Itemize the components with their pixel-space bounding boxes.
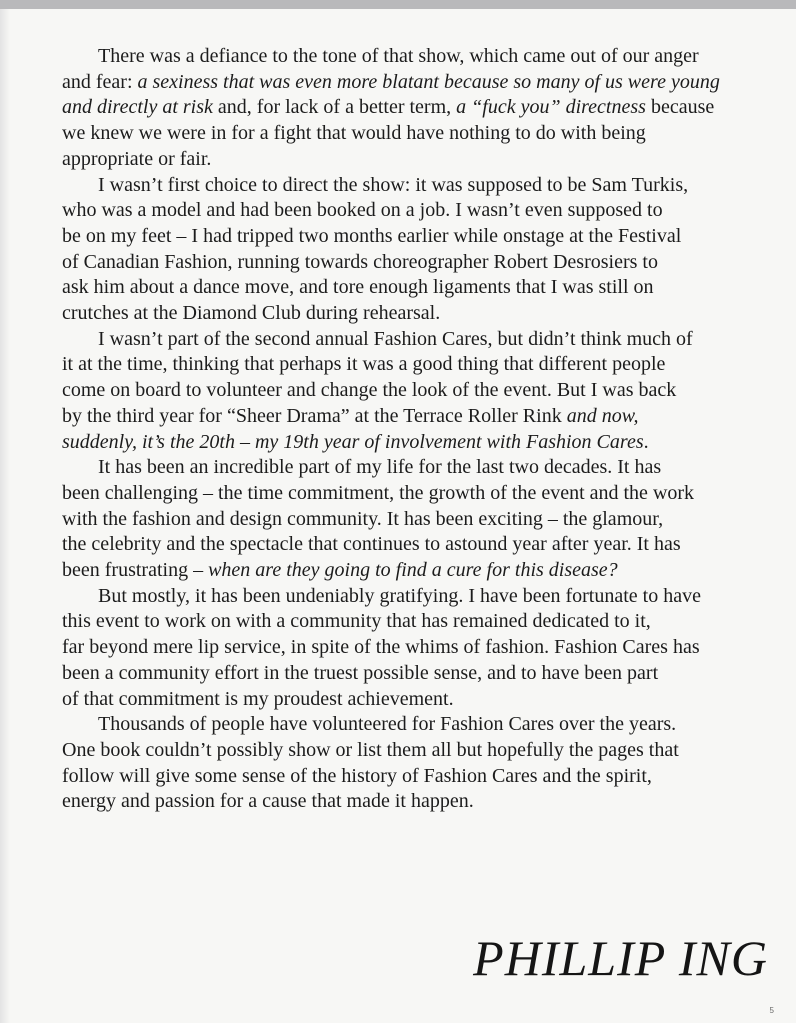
text-run: crutches at the Diamond Club during rehearsal. [62,302,441,325]
text-line [62,301,762,327]
text-line [62,764,762,790]
text-run: because [645,96,715,119]
text-run: I wasn’t part of the second annual Fashion Cares, but didn’t think much of [98,327,693,350]
text-run: it at the time, thinking that perhaps it was a good thing that different people [62,353,666,376]
text-run: There was a defiance to the tone of that show, which came out of our anger [98,45,699,67]
text-run: energy and passion for a cause that made it happen. [62,790,474,813]
text-line [62,378,762,404]
text-line [62,481,762,507]
text-line [62,275,762,301]
text-line [62,173,762,199]
text-run: and, for lack of a better term, [212,96,457,119]
text-run: with the fashion and design community. It has been exciting – the glamour, [62,507,664,530]
paragraph [62,44,762,173]
text-run: of that commitment is my proudest achievement. [62,687,454,710]
text-run: be on my feet – I had tripped two months earlier while onstage at the Festival [62,224,682,247]
text-run: ask him about a dance move, and tore enough ligaments that I was still on [62,276,654,299]
text-line [62,430,762,456]
italic-phrase: and directly at risk [62,96,213,119]
text-run: But mostly, it has been undeniably gratifying. I have been fortunate to have [98,584,701,607]
text-line [62,661,762,687]
text-run: this event to work on with a community that has remained dedicated to it, [62,610,651,633]
text-run: been a community effort in the truest possible sense, and to have been part [62,661,659,684]
text-line [62,404,762,430]
text-line [62,712,762,738]
text-line [62,121,762,147]
text-line [62,789,762,815]
italic-phrase: when are they going to find a cure for this disease? [208,559,618,582]
text-line [62,635,762,661]
text-run: It has been an incredible part of my life for the last two decades. It has [98,456,662,479]
text-line [62,455,762,481]
text-line [62,738,762,764]
text-line [62,147,762,173]
text-run: and fear: [62,70,138,93]
text-run: been challenging – the time commitment, the growth of the event and the work [62,481,695,504]
text-line [62,609,762,635]
paragraph [62,455,762,584]
text-run: One book couldn’t possibly show or list them all but hopefully the pages that [62,738,679,761]
text-line [62,558,762,584]
text-run: Thousands of people have volunteered for Fashion Cares over the years. [98,713,677,736]
text-run: I wasn’t first choice to direct the show: it was supposed to be Sam Turkis, [98,173,689,196]
author-signature: PHILLIP ING [473,930,768,986]
text-line [62,224,762,250]
text-run: follow will give some sense of the history of Fashion Cares and the spirit, [62,764,652,787]
text-line [62,198,762,224]
text-line [62,327,762,353]
text-run: been frustrating – [62,559,209,582]
text-line [62,44,762,70]
paragraph [62,327,762,456]
text-line [62,687,762,713]
paragraph [62,173,762,327]
italic-phrase: a “fuck you” directness [456,96,646,119]
text-line [62,532,762,558]
text-line [62,507,762,533]
text-run: appropriate or fair. [62,147,212,170]
text-run: we knew we were in for a fight that would have nothing to do with being [62,122,646,145]
text-run: of Canadian Fashion, running towards choreographer Robert Desrosiers to [62,250,658,273]
italic-phrase: suddenly, it’s the 20th – my 19th year of involvement with Fashion Cares [62,430,644,453]
text-run: the celebrity and the spectacle that continues to astound year after year. It has [62,533,681,556]
italic-phrase: and now, [566,404,639,427]
text-line [62,95,762,121]
text-line [62,352,762,378]
scan-left-edge [0,9,10,1023]
text-run: . [643,430,649,453]
text-run: come on board to volunteer and change the look of the event. But I was back [62,379,677,402]
text-line [62,584,762,610]
paragraph [62,712,762,815]
paragraph [62,584,762,713]
article-body [62,44,762,815]
scan-top-band [0,0,796,9]
text-run: who was a model and had been booked on a job. I wasn’t even supposed to [62,199,663,222]
text-line [62,70,762,96]
page-number: 5 [769,1006,774,1015]
text-run: far beyond mere lip service, in spite of the whims of fashion. Fashion Cares has [62,636,700,659]
italic-phrase: a sexiness that was even more blatant because so many of us were young [137,70,720,93]
text-line [62,250,762,276]
text-run: by the third year for “Sheer Drama” at the Terrace Roller Rink [62,404,567,427]
